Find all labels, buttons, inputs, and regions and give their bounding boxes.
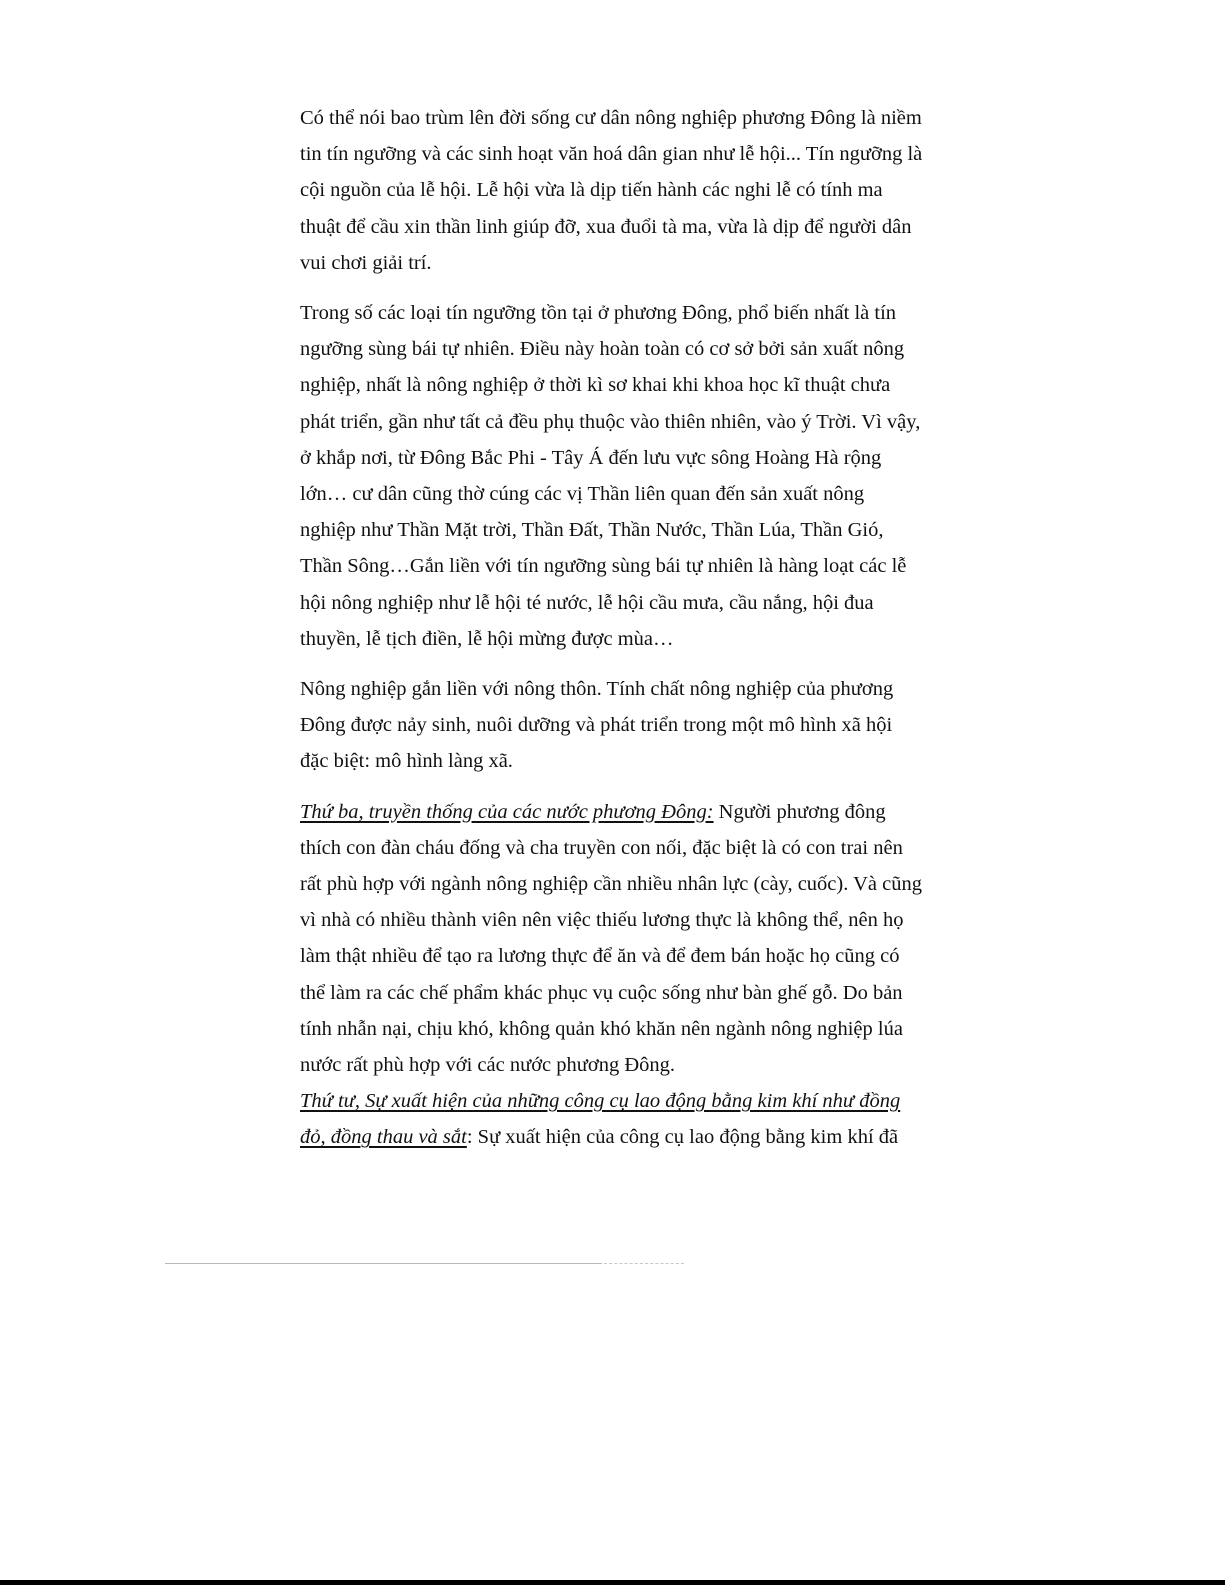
paragraph-beliefs-festivals: Có thể nói bao trùm lên đời sống cư dân nông nghiệp phương Đông là niềm tin tín ngưỡng và các sinh hoạt văn hoá dân gian như lễ hội... Tín ngưỡng là cội nguồn của lễ hội. Lễ hội vừa là dịp tiến hành các nghi lễ có tính ma thuật để cầu xin thần linh giúp đỡ, xua đuổi tà ma, vừa là dịp để người dân vui chơi giải trí.	[300, 107, 923, 274]
paragraph-metal-tools	[300, 1083, 924, 1155]
section-heading-tradition: Thứ ba, truyền thống của các nước phương Đông:	[300, 800, 714, 823]
paragraph-tradition-body: Người phương đông thích con đàn cháu đống và cha truyền con nối, đặc biệt là có con trai nên rất phù hợp với ngành nông nghiệp cần nhiều nhân lực (cày, cuốc). Và cũng vì nhà có nhiều thành viên nên việc thiếu lương thực là không thể, nên họ làm thật nhiều để tạo ra lương thực để ăn và để đem bán hoặc họ cũng có thể làm ra các chế phẩm khác phục vụ cuộc sống như bàn ghế gỗ. Do bản tính nhẫn nại, chịu khó, không quản khó khăn nên ngành nông nghiệp lúa nước rất phù hợp với các nước phương Đông.	[300, 800, 922, 1077]
page-bottom-edge	[0, 1580, 1225, 1585]
paragraph-village-model: Nông nghiệp gắn liền với nông thôn. Tính chất nông nghiệp của phương Đông được nảy sinh, nuôi dưỡng và phát triển trong một mô hình xã hội đặc biệt: mô hình làng xã.	[300, 678, 894, 773]
footnote-separator-continuation	[604, 1263, 684, 1264]
paragraph-tradition	[300, 794, 924, 1084]
paragraph-nature-worship: Trong số các loại tín ngưỡng tồn tại ở phương Đông, phổ biến nhất là tín ngưỡng sùng bái tự nhiên. Điều này hoàn toàn có cơ sở bởi sản xuất nông nghiệp, nhất là nông nghiệp ở thời kì sơ khai khi khoa học kĩ thuật chưa phát triển, gần như tất cả đều phụ thuộc vào thiên nhiên, vào ý Trời. Vì vậy, ở khắp nơi, từ Đông Bắc Phi - Tây Á đến lưu vực sông Hoàng Hà rộng lớn… cư dân cũng thờ cúng các vị Thần liên quan đến sản xuất nông nghiệp như Thần Mặt trời, Thần Đất, Thần Nước, Thần Lúa, Thần Gió, Thần Sông…Gắn liền với tín ngưỡng sùng bái tự nhiên là hàng loạt các lễ hội nông nghiệp như lễ hội té nước, lễ hội cầu mưa, cầu nắng, hội đua thuyền, lễ tịch điền, lễ hội mừng được mùa…	[300, 302, 921, 650]
document-body	[300, 100, 924, 1156]
paragraph-metal-tools-body: : Sự xuất hiện của công cụ lao động bằng kim khí đã	[466, 1126, 899, 1149]
section-heading-metal-tools: Thứ tư, Sự xuất hiện của những công cụ lao động bằng kim khí như đồng đỏ, đồng thau và sắt	[300, 1090, 901, 1149]
footnote-separator	[165, 1263, 602, 1264]
